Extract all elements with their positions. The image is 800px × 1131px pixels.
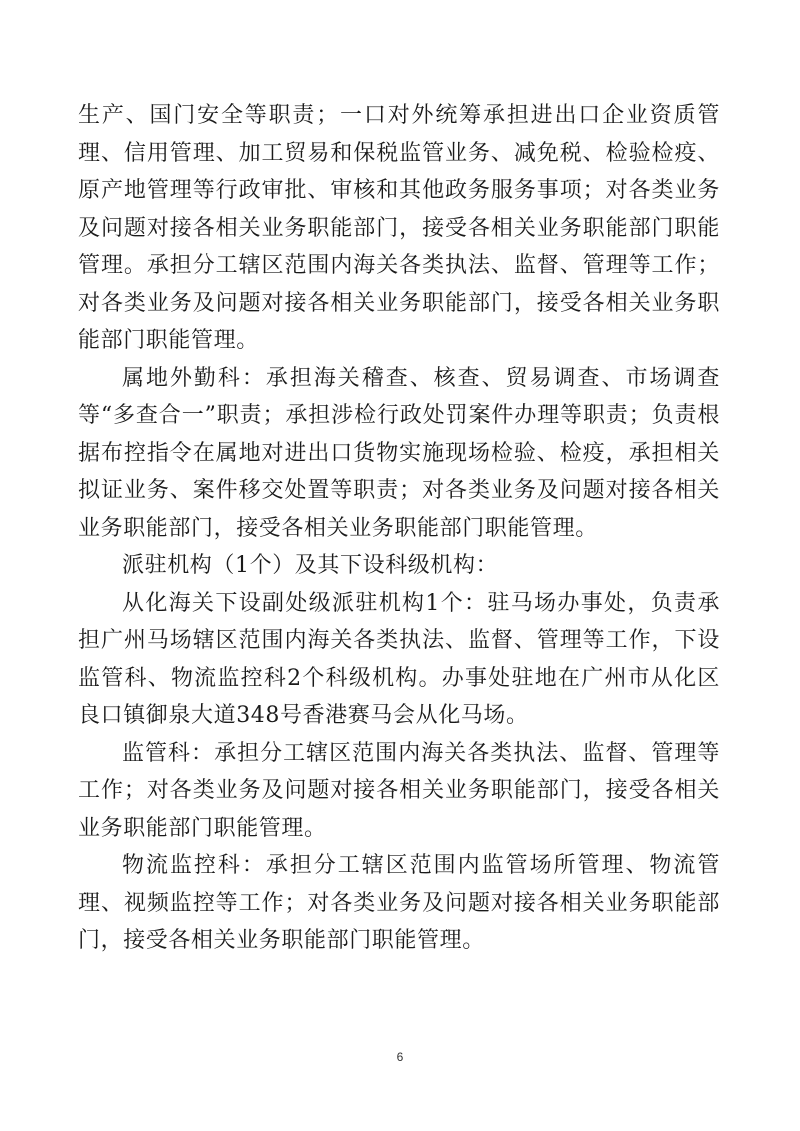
paragraph-logistics-monitoring-section: 物流监控科：承担分工辖区范围内监管场所管理、物流管理、视频监控等工作；对各类业务及问题对接各相关业务职能部门，接受各相关业务职能部门职能管理。 — [78, 853, 720, 953]
paragraph-supervision-section: 监管科：承担分工辖区范围内海关各类执法、监督、管理等工作；对各类业务及问题对接各相关业务职能部门，接受各相关业务职能部门职能管理。 — [78, 740, 720, 841]
page-number: 6 — [396, 1050, 404, 1064]
paragraph-continuation: 生产、国门安全等职责；一口对外统筹承担进出口企业资质管理、信用管理、加工贸易和保税监管业务、减免税、检验检疫、原产地管理等行政审批、审核和其他政务服务事项；对各类业务及问题对接各相关业务职能部门，接受各相关业务职能部门职能管理。承担分工辖区范围内海关各类执法、监督、管理等工作；对各类业务及问题对接各相关业务职能部门，接受各相关业务职能部门职能管理。 — [78, 103, 720, 353]
paragraph-dispatched-agency: 从化海关下设副处级派驻机构1个：驻马场办事处，负责承担广州马场辖区范围内海关各类执法、监督、管理等工作，下设监管科、物流监控科2个科级机构。办事处驻地在广州市从化区良口镇御泉大道348号香港赛马会从化马场。 — [78, 590, 720, 728]
paragraph-field-service-section: 属地外勤科：承担海关稽查、核查、贸易调查、市场调查等“多查合一”职责；承担涉检行政处罚案件办理等职责；负责根据布控指令在属地对进出口货物实施现场检验、检疫，承担相关拟证业务、案件移交处置等职责；对各类业务及问题对接各相关业务职能部门，接受各相关业务职能部门职能管理。 — [78, 365, 720, 541]
document-body — [78, 97, 720, 960]
paragraph-dispatched-agency-heading: 派驻机构（1个）及其下设科级机构： — [122, 553, 499, 578]
